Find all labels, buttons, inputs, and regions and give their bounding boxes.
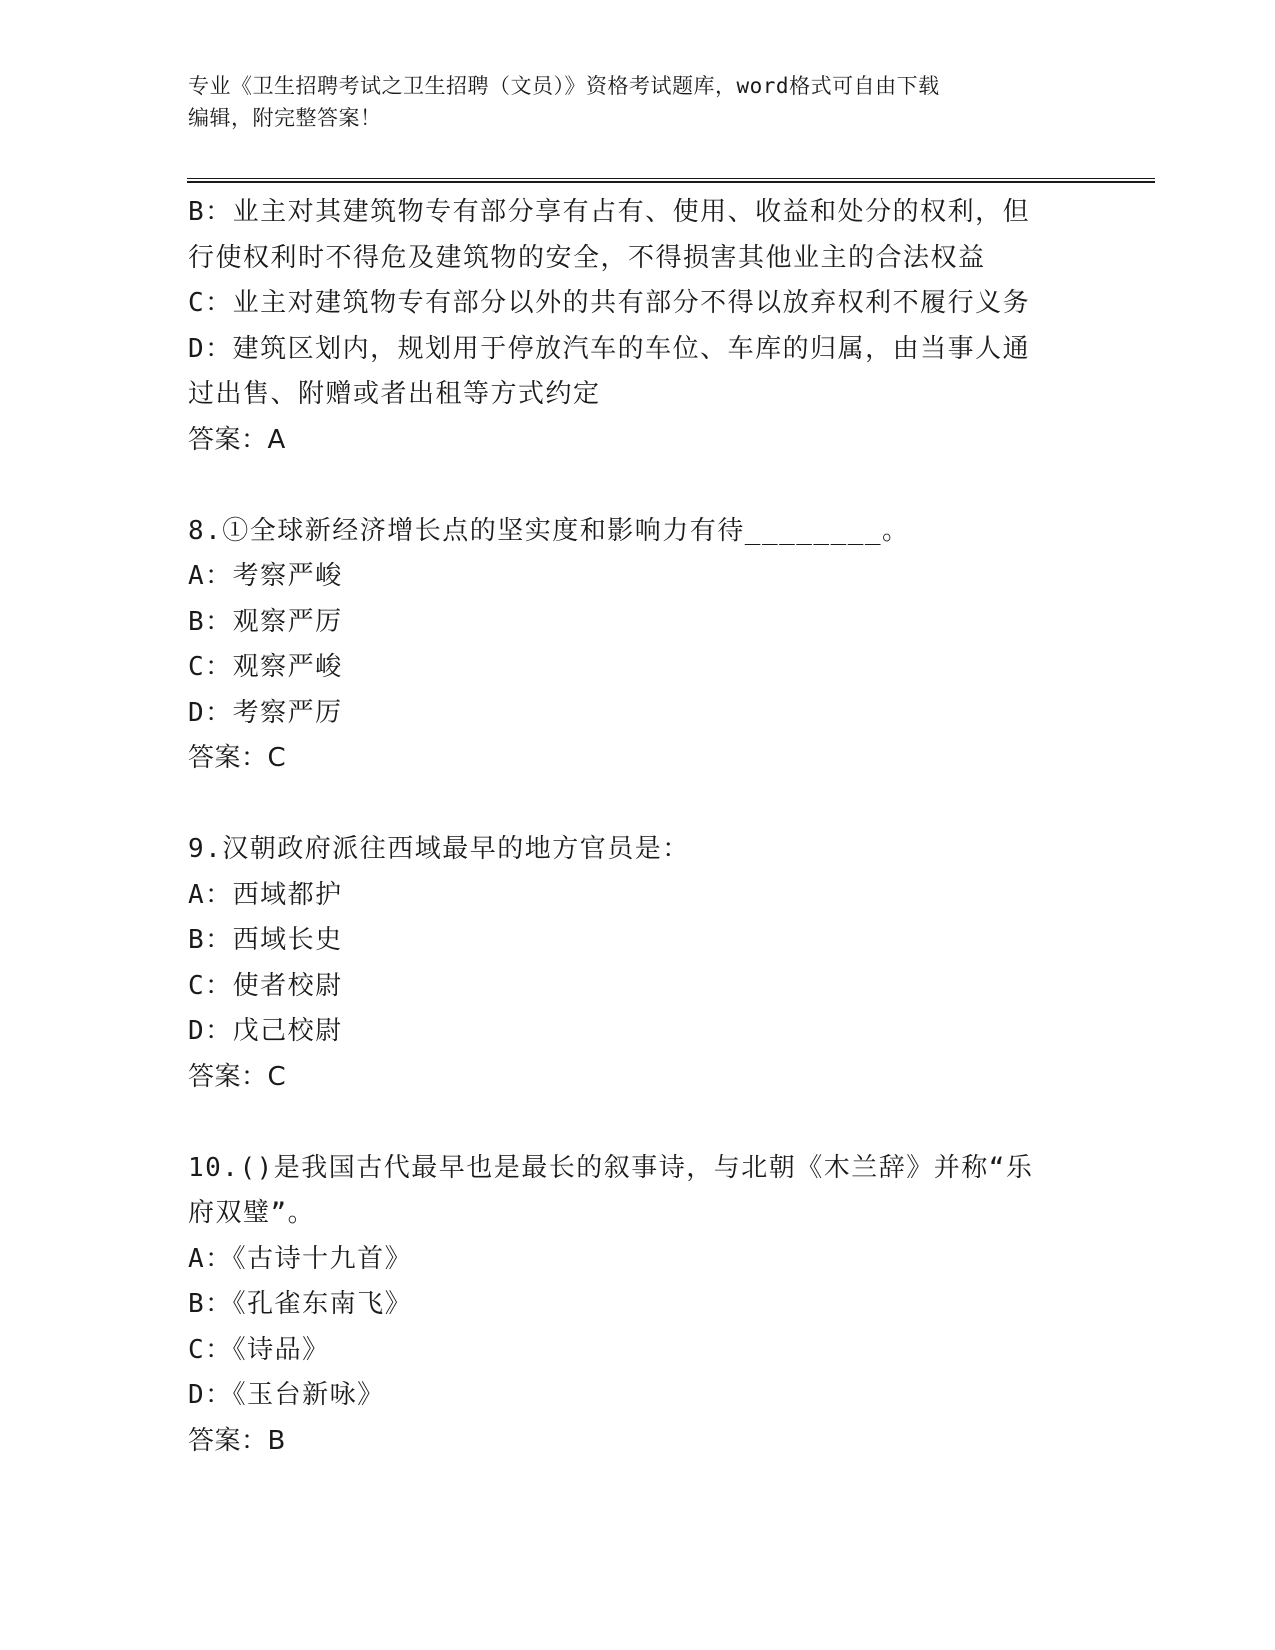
answer: 答案：A	[188, 424, 286, 455]
document-body	[188, 190, 1088, 1464]
question-7-continued	[188, 190, 1088, 463]
option-a: A：西域都护	[188, 879, 343, 910]
document-header	[188, 70, 1088, 134]
answer: 答案：C	[188, 1061, 287, 1092]
option-c: C：《诗品》	[188, 1334, 330, 1365]
question-text: 9.汉朝政府派往西域最早的地方官员是：	[188, 834, 690, 864]
option-c: C：观察严峻	[188, 652, 343, 682]
question-text-line-1: 10.()是我国古代最早也是最长的叙事诗，与北朝《木兰辞》并称“乐	[188, 1152, 1034, 1183]
option-b: B：观察严厉	[188, 606, 343, 637]
header-line-1: 专业《卫生招聘考试之卫生招聘（文员）》资格考试题库，word格式可自由下载	[188, 74, 940, 98]
header-line-2: 编辑，附完整答案！	[188, 106, 382, 130]
option-d-line-2: 过出售、附赠或者出租等方式约定	[188, 379, 601, 409]
spacer	[188, 782, 1088, 828]
option-b: B：《孔雀东南飞》	[188, 1289, 413, 1319]
answer: 答案：B	[188, 1425, 286, 1456]
option-a: A：考察严峻	[188, 561, 343, 591]
option-d-line-1: D：建筑区划内，规划用于停放汽车的车位、车库的归属，由当事人通	[188, 333, 1031, 364]
option-c: C：业主对建筑物专有部分以外的共有部分不得以放弃权利不履行义务	[188, 288, 1031, 318]
spacer	[188, 463, 1088, 509]
option-b-line-1: B：业主对其建筑物专有部分享有占有、使用、收益和处分的权利，但	[188, 197, 1031, 227]
option-a: A：《古诗十九首》	[188, 1243, 413, 1274]
spacer	[188, 1100, 1088, 1146]
question-8	[188, 509, 1088, 782]
option-d: D：《玉台新咏》	[188, 1380, 385, 1410]
option-b-line-2: 行使权利时不得危及建筑物的安全，不得损害其他业主的合法权益	[188, 242, 986, 273]
option-d: D：戊己校尉	[188, 1016, 343, 1046]
header-divider	[187, 178, 1155, 183]
question-text-line-2: 府双璧”。	[188, 1198, 316, 1228]
option-b: B：西域长史	[188, 925, 343, 955]
question-9	[188, 827, 1088, 1100]
option-c: C：使者校尉	[188, 970, 343, 1001]
question-10	[188, 1146, 1088, 1465]
question-text: 8.①全球新经济增长点的坚实度和影响力有待________。	[188, 515, 910, 546]
option-d: D：考察严厉	[188, 697, 343, 728]
answer: 答案：C	[188, 743, 287, 773]
